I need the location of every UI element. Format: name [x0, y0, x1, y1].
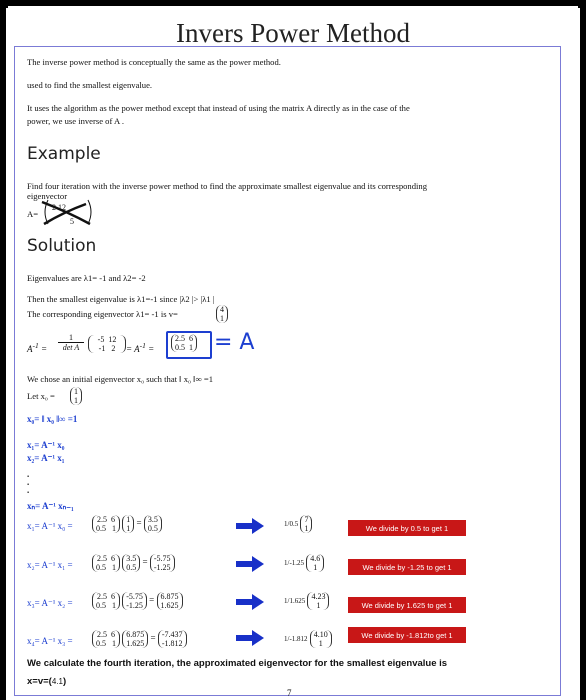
page-number: 7 [287, 688, 292, 698]
example-text-2: eigenvector [27, 191, 68, 201]
right-arrow-icon [234, 516, 266, 536]
let-text: Let x₀ = [27, 391, 55, 401]
iteration-matrices: 2.5 6 0.5 1 1 1 = 3.5 0.5 [92, 515, 162, 533]
x2-definition: x₂= A⁻¹ x₁ [27, 453, 65, 463]
inverse-result-box: 2.5 6 0.5 1 [166, 331, 212, 359]
eigenvalues-text: Eigenvalues are λ1= -1 and λ2= -2 [27, 273, 146, 283]
conclusion-line-2: x=v=(4.1) [27, 676, 67, 687]
divide-note: We divide by 0.5 to get 1 [348, 520, 466, 536]
iteration-matrices: 2.5 6 0.5 1 -5.75 -1.25 = 6.875 1.625 [92, 592, 183, 610]
right-border [580, 0, 586, 700]
right-arrow-icon [234, 592, 266, 612]
inverse-fraction: 1 det A [58, 333, 84, 352]
right-arrow-icon [234, 628, 266, 648]
crossed-matrix-scribble [40, 198, 96, 228]
iteration-matrices: 2.5 6 0.5 1 6.875 1.625 = -7.437 -1.812 [92, 630, 187, 648]
example-matrix-top: 2 12 [52, 203, 66, 212]
iteration-normalized: 1/-1.812 4.10 1 [284, 630, 332, 648]
conclusion-line-1: We calculate the fourth iteration, the approximated eigenvector for the smallest eigenvalue is [27, 658, 448, 669]
intro-line-2: used to find the smallest eigenvalue. [27, 80, 153, 90]
smallest-eigenvalue-text: Then the smallest eigenvalue is λ1=-1 since |λ2 |> |λ1 | [27, 294, 215, 304]
right-arrow-icon [234, 554, 266, 574]
eigenvector-text: The corresponding eigenvector λ1= -1 is v= [27, 309, 178, 319]
ellipsis-dots: . . . [27, 469, 30, 495]
divide-note: We divide by 1.625 to get 1 [348, 597, 466, 613]
divide-note: We divide by -1.25 to get 1 [348, 559, 466, 575]
inverse-equals: = $A^{-1}$ = [126, 341, 155, 354]
inverse-lhs: $A^{-1}$ = [27, 341, 48, 354]
intro-line-1: The inverse power method is conceptually the same as the power method. [27, 57, 281, 67]
example-matrix-bottom: 5 [70, 217, 74, 226]
example-text-1: Find four iteration with the inverse power method to find the approximate smallest eigenvalue and its corresponding [27, 181, 427, 191]
intro-line-4: power, we use inverse of A . [27, 116, 125, 126]
intro-line-3: It uses the algorithm as the power method except that instead of using the matrix A directly as in the case of the [27, 103, 410, 113]
example-matrix-label: A= [27, 209, 39, 219]
eigenvector-vector: 4 1 [216, 305, 228, 323]
xn-definition: xₙ= A⁻¹ xₙ₋₁ [27, 501, 74, 511]
let-vector: 1 1 [70, 387, 82, 405]
iteration-normalized: 1/1.625 4.23 1 [284, 592, 329, 610]
norm-line: x₀= ‖ x₀ ‖∞ =1 [27, 414, 78, 424]
inverse-adjugate-matrix: -5 12 -1 2 [88, 335, 126, 353]
equals-A-annotation: = A [214, 330, 255, 355]
divide-note: We divide by -1.812to get 1 [348, 627, 466, 643]
left-border [0, 0, 6, 700]
iteration-normalized: 1/-1.25 4.6 1 [284, 554, 324, 572]
initial-eigenvector-text: We chose an initial eigenvector x₀ such that ‖ x₀ ‖∞ =1 [27, 374, 213, 384]
example-heading: Example [27, 144, 101, 164]
iteration-matrices: 2.5 6 0.5 1 3.5 0.5 = -5.75 -1.25 [92, 554, 175, 572]
x1-definition: x₁= A⁻¹ x₀ [27, 440, 65, 450]
solution-heading: Solution [27, 236, 97, 256]
iteration-normalized: 1/0.5 7 1 [284, 515, 312, 533]
page-title: Invers Power Method [176, 18, 410, 48]
